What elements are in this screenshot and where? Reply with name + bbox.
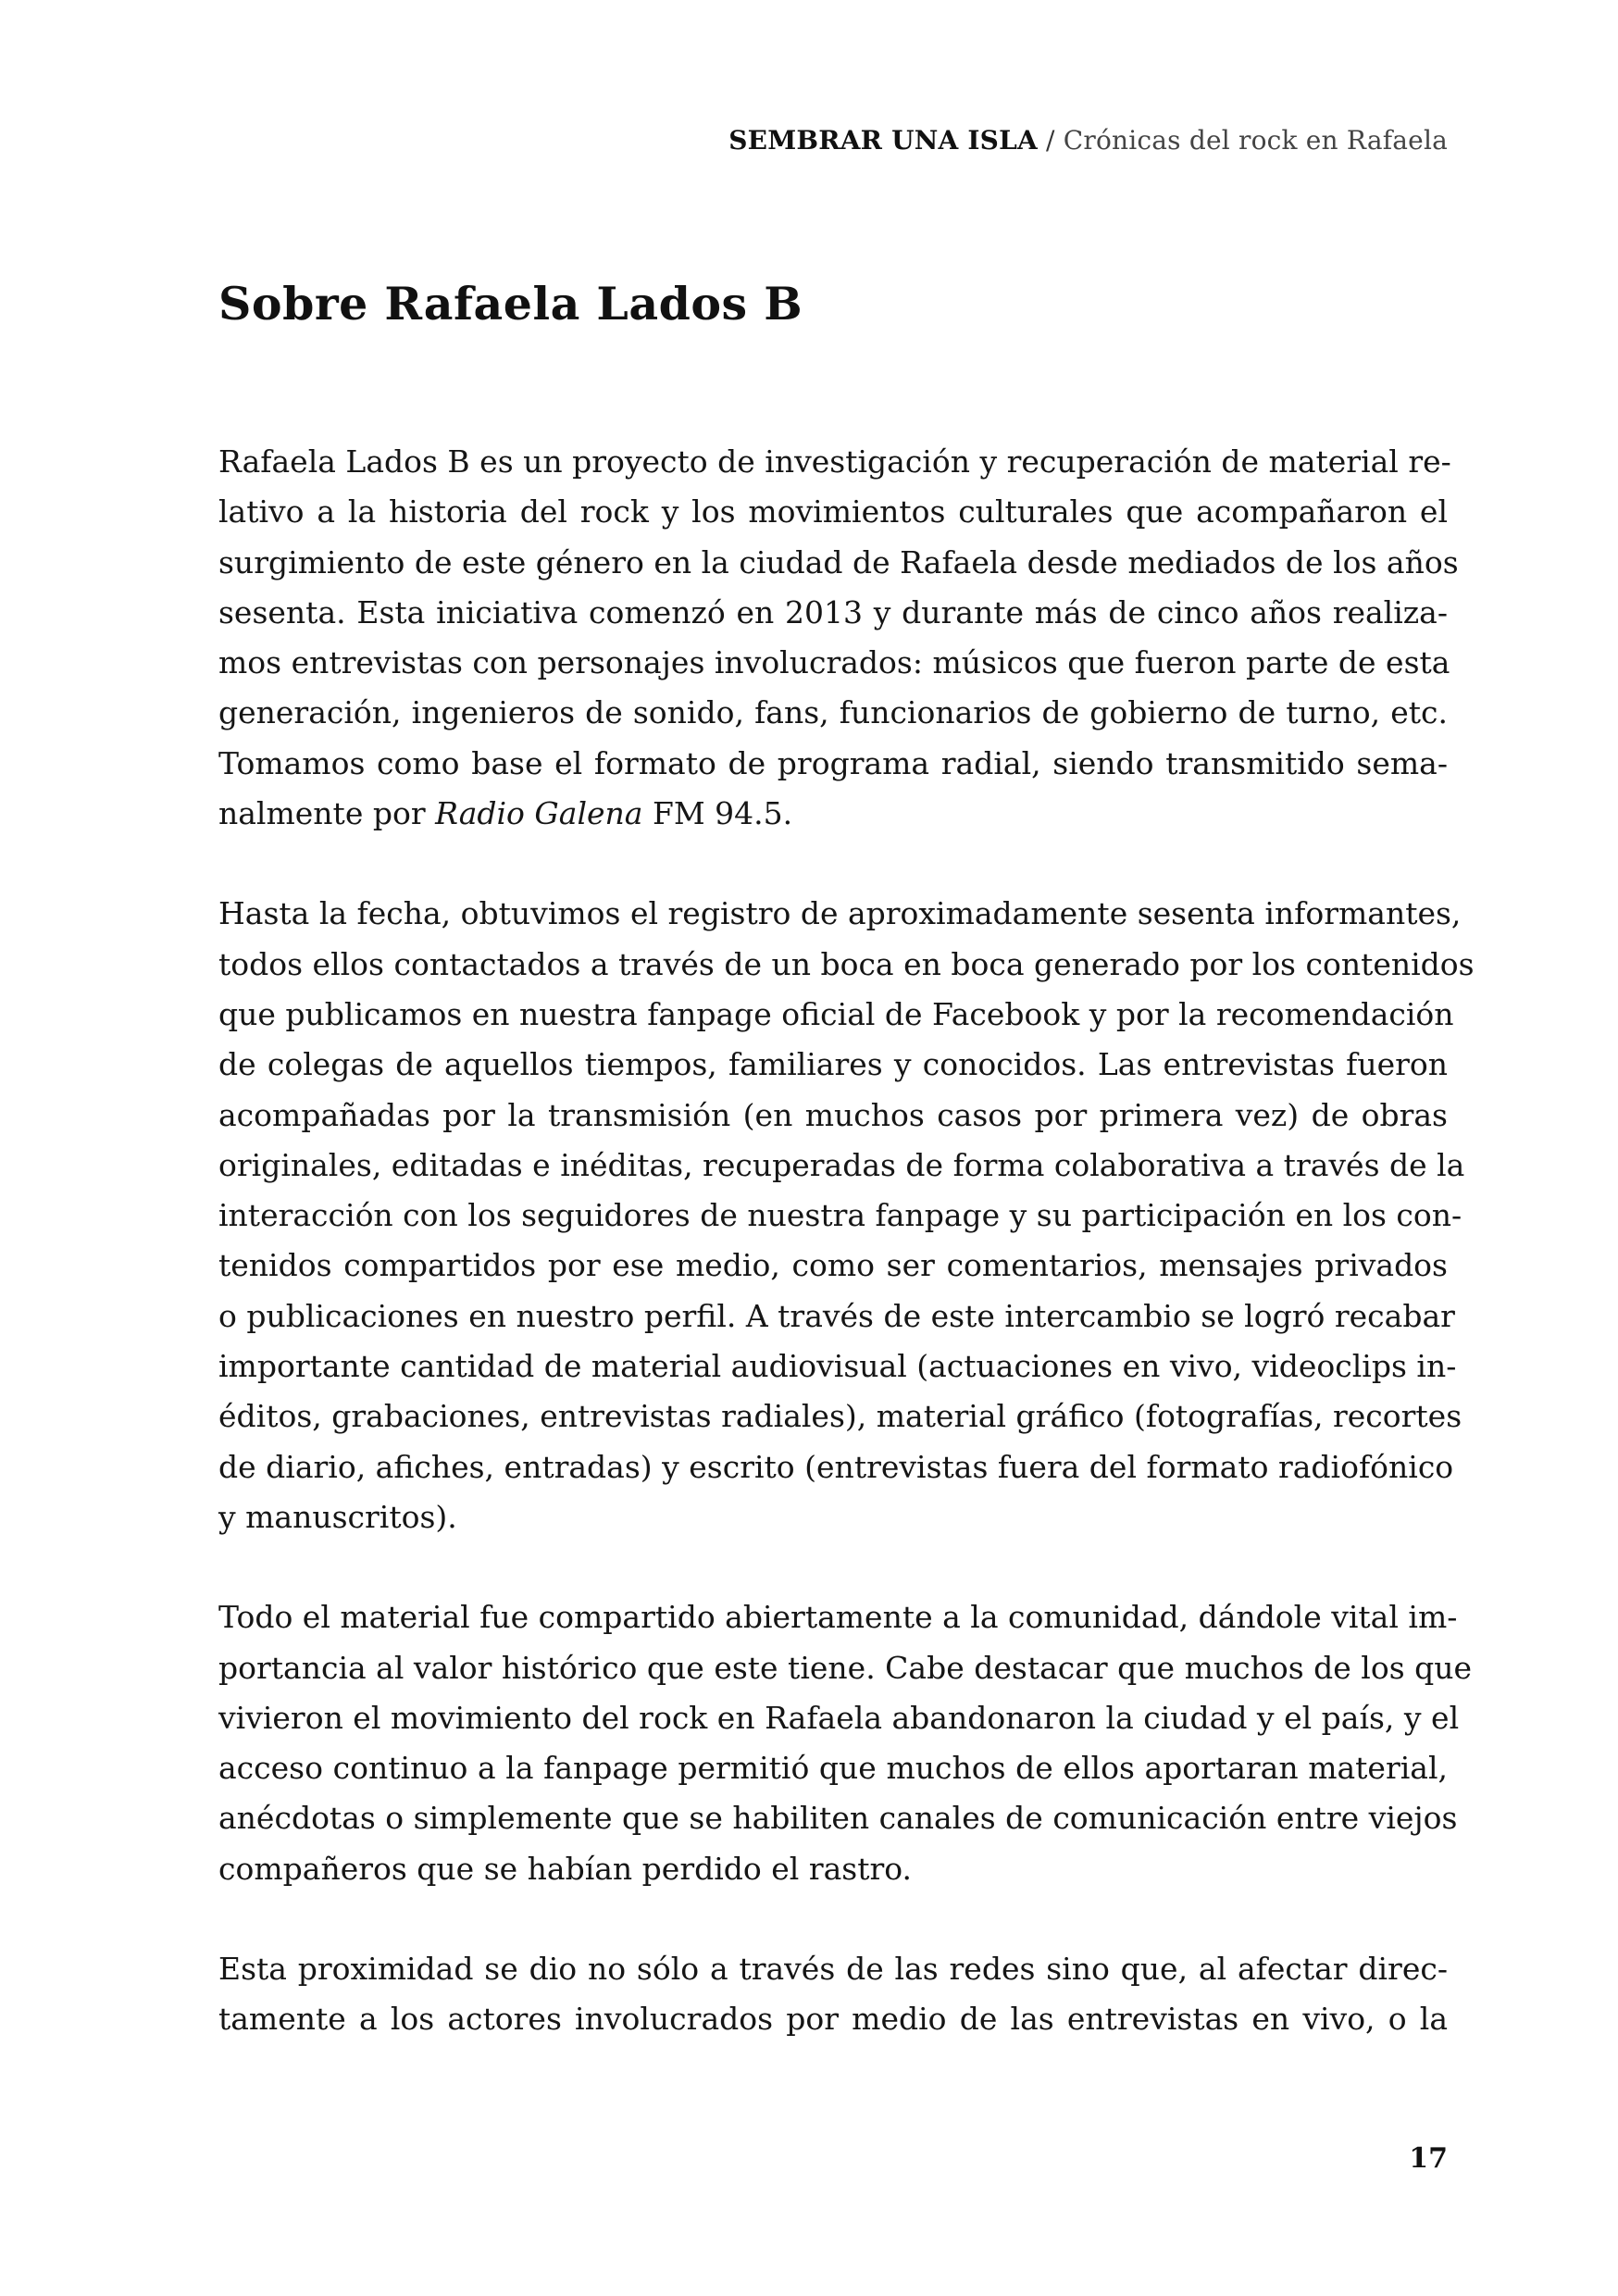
text-line: originales, editadas e inéditas, recuperadas de forma colaborativa a través de la [218,1146,1465,1183]
text-line: tamente a los actores involucrados por medio de las entrevistas en vivo, o la [218,2001,1448,2038]
text-line: acceso continuo a la fanpage permitió que muchos de ellos aportaran material, [218,1750,1448,1787]
running-header [728,124,1448,157]
text-line: lativo a la historia del rock y los movimientos culturales que acompañaron el [218,493,1448,530]
text-line: portancia al valor histórico que este tiene. Cabe destacar que muchos de los que [218,1649,1473,1686]
text-line: generación, ingenieros de sonido, fans, funcionarios de gobierno de turno, etc. [218,694,1448,731]
text-line: Esta proximidad se dio no sólo a través de las redes sino que, al afectar direc- [218,1951,1448,1988]
text-line: Tomamos como base el formato de programa radial, siendo transmitido sema- [218,744,1448,781]
text-line: todos ellos contactados a través de un boca en boca generado por los contenidos [218,945,1475,982]
text-line [218,789,1448,839]
text-fragment: nalmente por [218,795,436,832]
text-line: mos entrevistas con personajes involucrados: músicos que fueron parte de esta [218,644,1450,681]
paragraph-1 [218,437,1459,839]
text-line: acompañadas por la transmisión (en muchos casos por primera vez) de obras [218,1096,1448,1133]
text-line: surgimiento de este género en la ciudad de Rafaela desde mediados de los años [218,543,1459,580]
text-line: tenidos compartidos por ese medio, como ser comentarios, mensajes privados [218,1247,1448,1284]
text-line: y manuscritos). [218,1498,457,1535]
text-fragment: FM 94.5. [642,795,793,832]
body-text [218,437,1475,2095]
page-number: 17 [1409,2142,1448,2175]
text-line: que publicamos en nuestra fanpage oficial de Facebook y por la recomendación [218,995,1454,1032]
text-line: importante cantidad de material audiovisual (actuaciones en vivo, videoclips in- [218,1348,1457,1385]
text-line: sesenta. Esta iniciativa comenzó en 2013 y durante más de cinco años realiza- [218,593,1448,630]
text-line: compañeros que se habían perdido el rastro. [218,1850,913,1887]
book-title: SEMBRAR UNA ISLA [728,125,1038,156]
text-line: éditos, grabaciones, entrevistas radiales), material gráfico (fotografías, recortes [218,1398,1462,1435]
text-line: de diario, afiches, entradas) y escrito (entrevistas fuera del formato radiofónico [218,1448,1454,1485]
text-line: o publicaciones en nuestro perfil. A través de este intercambio se logró recabar [218,1297,1455,1334]
text-line: Todo el material fue compartido abiertamente a la comunidad, dándole vital im- [218,1599,1458,1636]
paragraph-2 [218,889,1475,1542]
text-line: anécdotas o simplemente que se habiliten canales de comunicación entre viejos [218,1800,1458,1837]
text-line: de colegas de aquellos tiempos, familiares y conocidos. Las entrevistas fueron [218,1046,1448,1083]
radio-station-name: Radio Galena [435,795,643,832]
header-separator: / [1037,125,1064,156]
text-line: Hasta la fecha, obtuvimos el registro de aproximadamente sesenta informantes, [218,895,1462,932]
text-line: vivieron el movimiento del rock en Rafaela abandonaron la ciudad y el país, y el [218,1699,1460,1736]
chapter-title: Sobre Rafaela Lados B [218,277,803,331]
paragraph-4 [218,1944,1448,2045]
book-subtitle: Crónicas del rock en Rafaela [1063,125,1448,156]
paragraph-3 [218,1592,1473,1894]
text-line: Rafaela Lados B es un proyecto de investigación y recuperación de material re- [218,443,1451,480]
text-line: interacción con los seguidores de nuestra fanpage y su participación en los con- [218,1197,1462,1234]
